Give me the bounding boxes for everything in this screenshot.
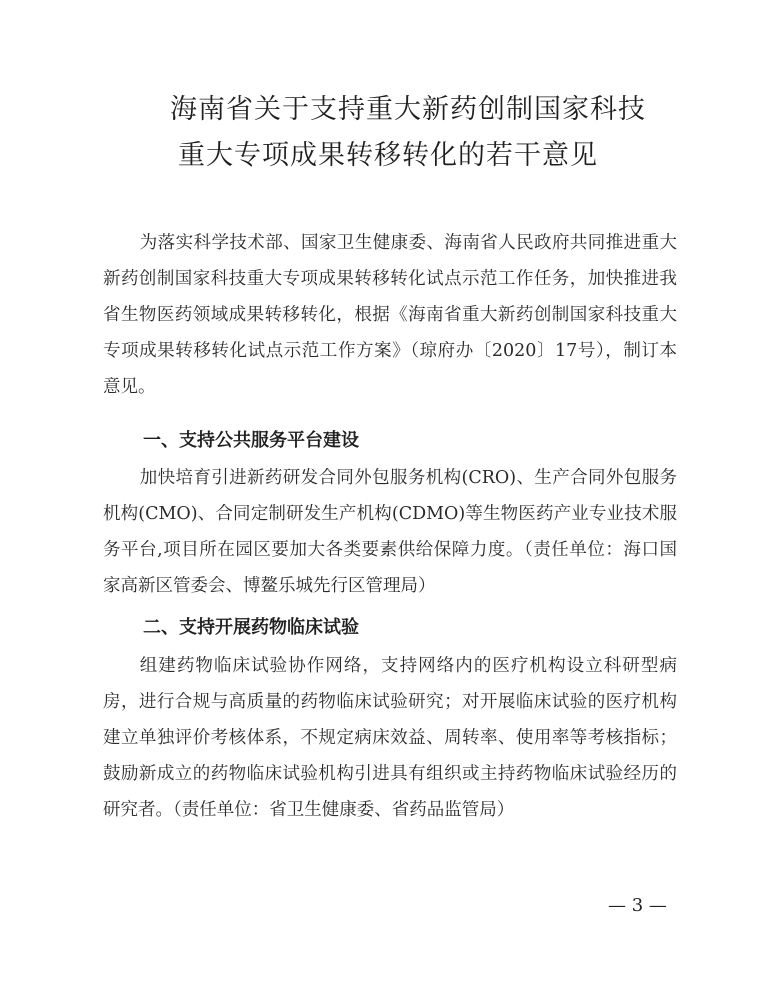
- page-number: — 3 —: [608, 895, 667, 916]
- document-title-line-1: 海南省关于支持重大新药创制国家科技: [170, 94, 646, 125]
- section-body-2: 组建药物临床试验协作网络，支持网络内的医疗机构设立科研型病房，进行合规与高质量的药物临床试验研究；对开展临床试验的医疗机构建立单独评价考核体系，不规定病床效益、周转率、使用率等考核指标；鼓励新成立的药物临床试验机构引进具有组织或主持药物临床试验经历的研究者。（责任单位：省卫生健康委、省药品监管局）: [103, 656, 677, 820]
- section-heading-2: 二、支持开展药物临床试验: [143, 617, 359, 638]
- section-heading-1: 一、支持公共服务平台建设: [143, 430, 359, 451]
- intro-paragraph: 为落实科学技术部、国家卫生健康委、海南省人民政府共同推进重大新药创制国家科技重大专项成果转移转化试点示范工作任务，加快推进我省生物医药领域成果转移转化，根据《海南省重大新药创制国家科技重大专项成果转移转化试点示范工作方案》（琼府办〔2020〕17号），制订本意见。: [103, 233, 677, 397]
- document-title-line-2: 重大专项成果转移转化的若干意见: [178, 140, 598, 171]
- section-body-1: 加快培育引进新药研发合同外包服务机构(CRO)、生产合同外包服务机构(CMO)、合同定制研发生产机构(CDMO)等生物医药产业专业技术服务平台,项目所在园区要加大各类要素供给保障力度。（责任单位：海口国家高新区管委会、博鳌乐城先行区管理局）: [103, 468, 677, 596]
